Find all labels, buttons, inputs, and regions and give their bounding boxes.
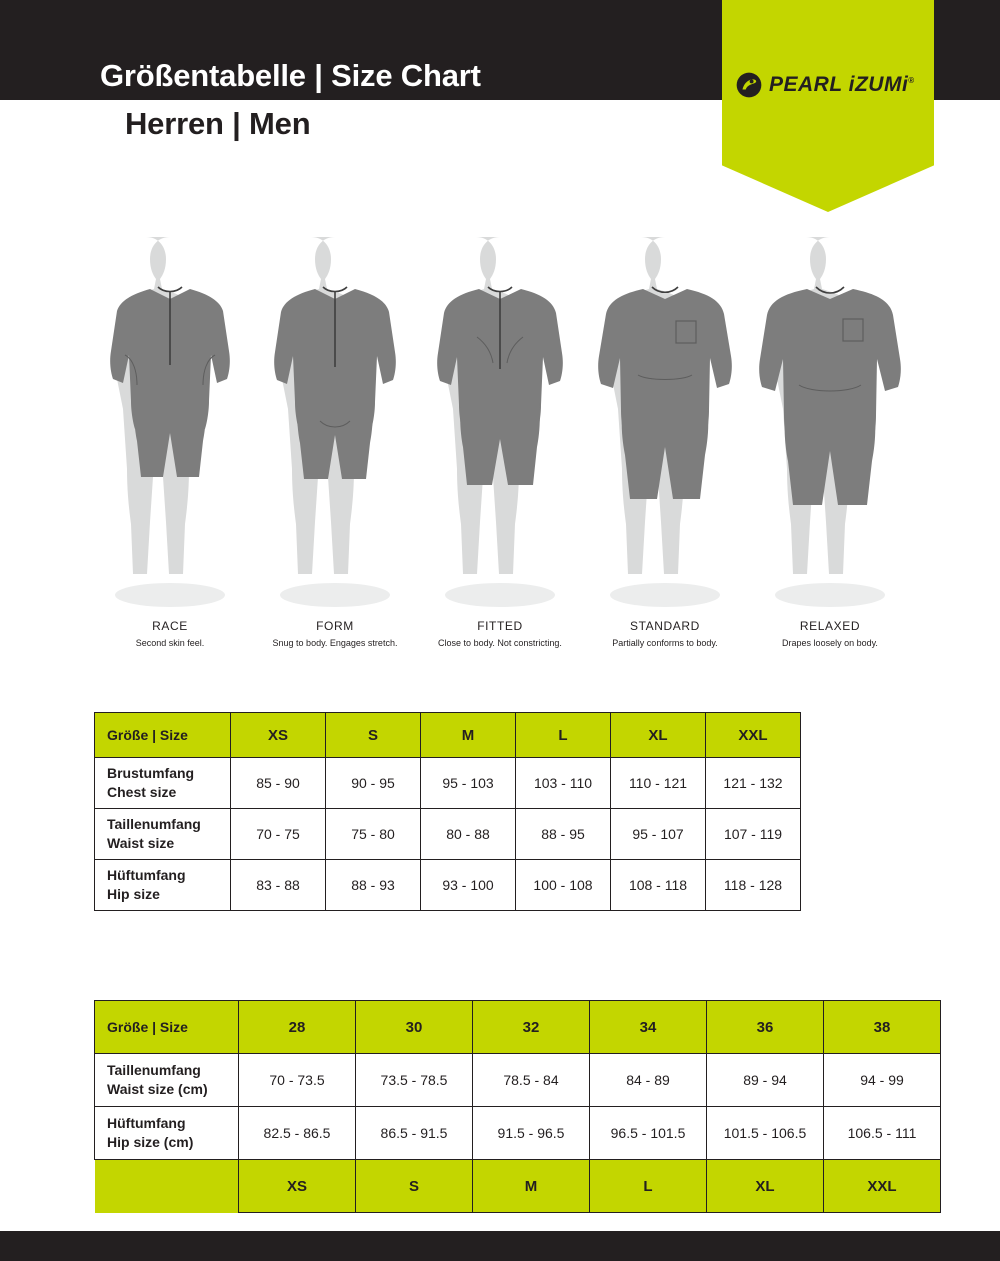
row-label-chest-en: Chest size xyxy=(107,784,177,800)
table-header-row xyxy=(95,1001,941,1054)
cell-chest-xxl: 121 - 132 xyxy=(706,758,801,809)
row-label-waist-cm xyxy=(95,1054,239,1107)
page-title-line-2: Herren | Men xyxy=(125,106,311,141)
cell-waist-xs: 70 - 75 xyxy=(231,809,326,860)
fit-figure-standard-icon xyxy=(590,225,740,615)
cell-hip-xxl: 118 - 128 xyxy=(706,860,801,911)
fit-figure-relaxed-icon xyxy=(755,225,905,615)
column-header-xs: XS xyxy=(231,713,326,758)
row-label-hip-de: Hüftumfang xyxy=(107,867,186,883)
fit-name-standard: STANDARD xyxy=(630,619,700,633)
cell-hip-m: 93 - 100 xyxy=(421,860,516,911)
fit-desc-standard: Partially conforms to body. xyxy=(612,638,718,648)
cell-hip-32: 91.5 - 96.5 xyxy=(473,1107,590,1160)
fit-form xyxy=(255,225,415,665)
logo-wordmark xyxy=(769,73,915,97)
footer-size-l: L xyxy=(590,1160,707,1213)
fit-illustrations xyxy=(90,225,910,665)
cell-chest-s: 90 - 95 xyxy=(326,758,421,809)
cell-waist-m: 80 - 88 xyxy=(421,809,516,860)
size-table-letter-sizes xyxy=(94,712,801,911)
fit-name-race: RACE xyxy=(152,619,188,633)
row-label-hip-cm-en: Hip size (cm) xyxy=(107,1134,194,1150)
column-header-28: 28 xyxy=(239,1001,356,1054)
cell-chest-xs: 85 - 90 xyxy=(231,758,326,809)
row-label-chest-de: Brustumfang xyxy=(107,765,195,781)
row-label-hip xyxy=(95,860,231,911)
cell-hip-l: 100 - 108 xyxy=(516,860,611,911)
cell-waist-xxl: 107 - 119 xyxy=(706,809,801,860)
fit-standard xyxy=(585,225,745,665)
cell-chest-l: 103 - 110 xyxy=(516,758,611,809)
row-label-waist-cm-en: Waist size (cm) xyxy=(107,1081,208,1097)
column-header-30: 30 xyxy=(356,1001,473,1054)
cell-waist-28: 70 - 73.5 xyxy=(239,1054,356,1107)
fit-desc-race: Second skin feel. xyxy=(135,638,205,648)
page-footer-bar xyxy=(0,1231,1000,1261)
column-header-34: 34 xyxy=(590,1001,707,1054)
row-label-waist xyxy=(95,809,231,860)
column-header-size-label: Größe | Size xyxy=(95,713,231,758)
row-label-hip-cm xyxy=(95,1107,239,1160)
size-table-numeric-sizes xyxy=(94,1000,941,1213)
fit-figure-race-icon xyxy=(95,225,245,615)
cell-waist-36: 89 - 94 xyxy=(707,1054,824,1107)
table-header-row xyxy=(95,713,801,758)
fit-name-fitted: FITTED xyxy=(477,619,523,633)
table-row xyxy=(95,1054,941,1107)
column-header-38: 38 xyxy=(824,1001,941,1054)
cell-waist-xl: 95 - 107 xyxy=(611,809,706,860)
table-footer-row-letter-equivalents xyxy=(95,1160,941,1213)
footer-size-xs: XS xyxy=(239,1160,356,1213)
cell-chest-m: 95 - 103 xyxy=(421,758,516,809)
column-header-l: L xyxy=(516,713,611,758)
cell-waist-s: 75 - 80 xyxy=(326,809,421,860)
footer-empty-cell xyxy=(95,1160,239,1213)
footer-size-xl: XL xyxy=(707,1160,824,1213)
column-header-32: 32 xyxy=(473,1001,590,1054)
cell-hip-38: 106.5 - 111 xyxy=(824,1107,941,1160)
cell-hip-xl: 108 - 118 xyxy=(611,860,706,911)
logo-wordmark-text: PEARL iZUMi xyxy=(769,73,909,96)
cell-waist-32: 78.5 - 84 xyxy=(473,1054,590,1107)
fit-desc-fitted: Close to body. Not constricting. xyxy=(438,638,562,648)
pearl-izumi-swirl-icon xyxy=(736,72,762,98)
column-header-m: M xyxy=(421,713,516,758)
column-header-36: 36 xyxy=(707,1001,824,1054)
row-label-chest xyxy=(95,758,231,809)
cell-waist-30: 73.5 - 78.5 xyxy=(356,1054,473,1107)
cell-waist-38: 94 - 99 xyxy=(824,1054,941,1107)
row-label-waist-en: Waist size xyxy=(107,835,175,851)
pearl-izumi-logo xyxy=(736,68,926,102)
fit-relaxed xyxy=(750,225,910,665)
fit-figure-fitted-icon xyxy=(425,225,575,615)
cell-hip-xs: 83 - 88 xyxy=(231,860,326,911)
cell-hip-34: 96.5 - 101.5 xyxy=(590,1107,707,1160)
fit-race xyxy=(90,225,250,665)
logo-registered-mark: ® xyxy=(908,76,915,85)
footer-size-xxl: XXL xyxy=(824,1160,941,1213)
table-row xyxy=(95,758,801,809)
fit-desc-relaxed: Drapes loosely on body. xyxy=(782,638,878,648)
table-row xyxy=(95,809,801,860)
cell-hip-28: 82.5 - 86.5 xyxy=(239,1107,356,1160)
fit-name-relaxed: RELAXED xyxy=(799,619,861,633)
column-header-s: S xyxy=(326,713,421,758)
table-row xyxy=(95,860,801,911)
cell-waist-l: 88 - 95 xyxy=(516,809,611,860)
row-label-hip-cm-de: Hüftumfang xyxy=(107,1115,186,1131)
row-label-waist-cm-de: Taillenumfang xyxy=(107,1062,201,1078)
column-header-xxl: XXL xyxy=(706,713,801,758)
page-title-line-1: Größentabelle | Size Chart xyxy=(100,58,481,93)
page-title xyxy=(100,56,481,144)
fit-desc-form: Snug to body. Engages stretch. xyxy=(272,638,398,648)
row-label-hip-en: Hip size xyxy=(107,886,160,902)
footer-size-m: M xyxy=(473,1160,590,1213)
cell-hip-30: 86.5 - 91.5 xyxy=(356,1107,473,1160)
cell-chest-xl: 110 - 121 xyxy=(611,758,706,809)
cell-hip-36: 101.5 - 106.5 xyxy=(707,1107,824,1160)
column-header-xl: XL xyxy=(611,713,706,758)
fit-name-form: FORM xyxy=(316,619,354,633)
footer-size-s: S xyxy=(356,1160,473,1213)
cell-waist-34: 84 - 89 xyxy=(590,1054,707,1107)
row-label-waist-de: Taillenumfang xyxy=(107,816,201,832)
fit-fitted xyxy=(420,225,580,665)
brand-flag-banner xyxy=(722,0,934,212)
fit-figure-form-icon xyxy=(260,225,410,615)
cell-hip-s: 88 - 93 xyxy=(326,860,421,911)
table-row xyxy=(95,1107,941,1160)
column-header-size-label-2: Größe | Size xyxy=(95,1001,239,1054)
